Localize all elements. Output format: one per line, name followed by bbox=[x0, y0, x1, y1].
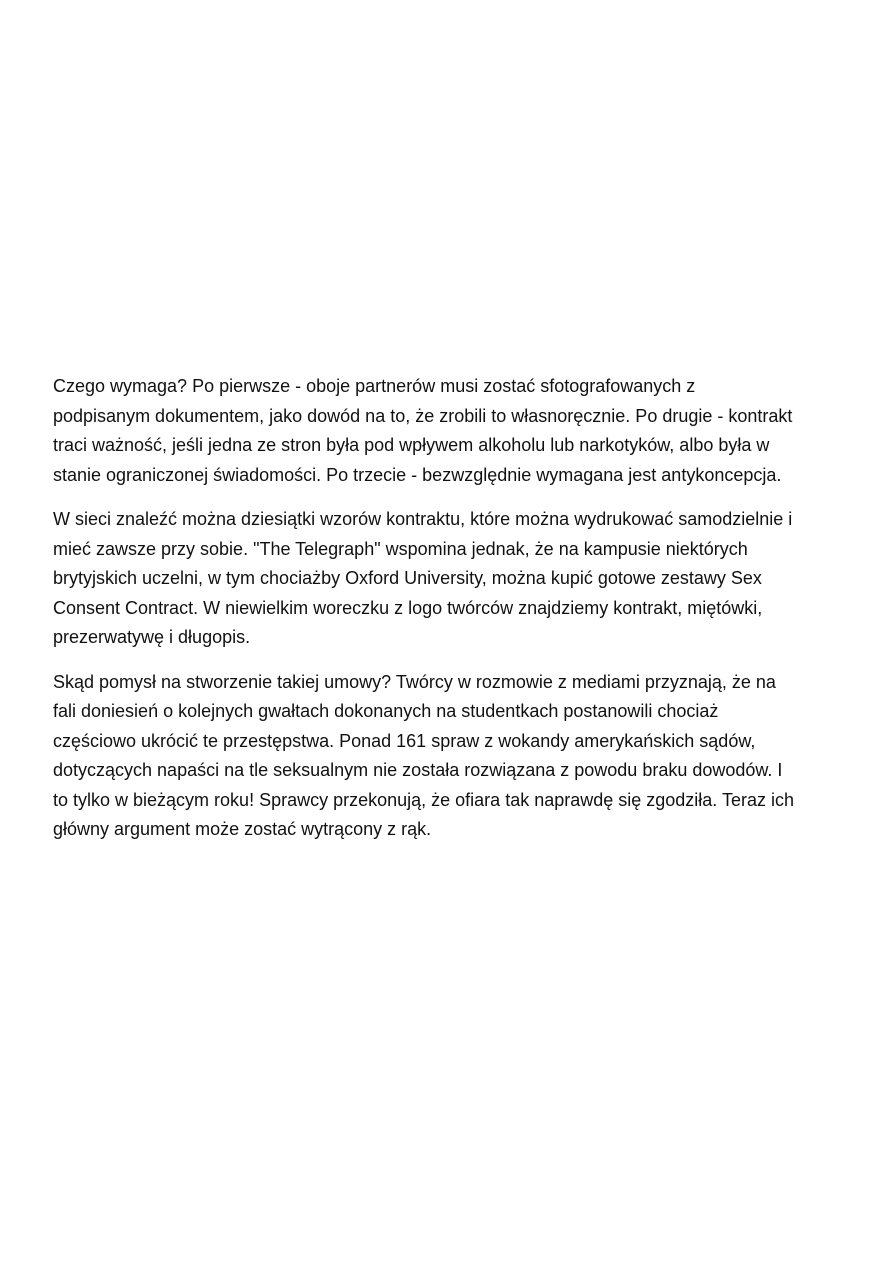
paragraph-1: Czego wymaga? Po pierwsze - oboje partnerów musi zostać sfotografowanych z podpisanym dokumentem, jako dowód na to, że zrobili to własnoręcznie. Po drugie - kontrakt traci ważność, jeśli jedna ze stron była pod wpływem alkoholu lub narkotyków, albo była w stanie ograniczonej świadomości. Po trzecie - bezwzględnie wymagana jest antykoncepcja. bbox=[53, 376, 793, 485]
paragraph-3: Skąd pomysł na stworzenie takiej umowy? Twórcy w rozmowie z mediami przyznają, że na fali doniesień o kolejnych gwałtach dokonanych na studentkach postanowili chociaż częściowo ukrócić te przestępstwa. Ponad 161 spraw z wokandy amerykańskich sądów, dotyczących napaści na tle seksualnym nie została rozwiązana z powodu braku dowodów. I to tylko w bieżącym roku! Sprawcy przekonują, że ofiara tak naprawdę się zgodziła. Teraz ich główny argument może zostać wytrącony z rąk. bbox=[53, 671, 795, 839]
article-body bbox=[53, 372, 845, 860]
paragraph-2: W sieci znaleźć można dziesiątki wzorów kontraktu, które można wydrukować samodzielnie i mieć zawsze przy sobie. "The Telegraph" wspomina jednak, że na kampusie niektórych brytyjskich uczelni, w tym chociażby Oxford University, można kupić gotowe zestawy Sex Consent Contract. W niewielkim woreczku z logo twórców znajdziemy kontrakt, miętówki, prezerwatywę i długopis. bbox=[53, 509, 793, 647]
